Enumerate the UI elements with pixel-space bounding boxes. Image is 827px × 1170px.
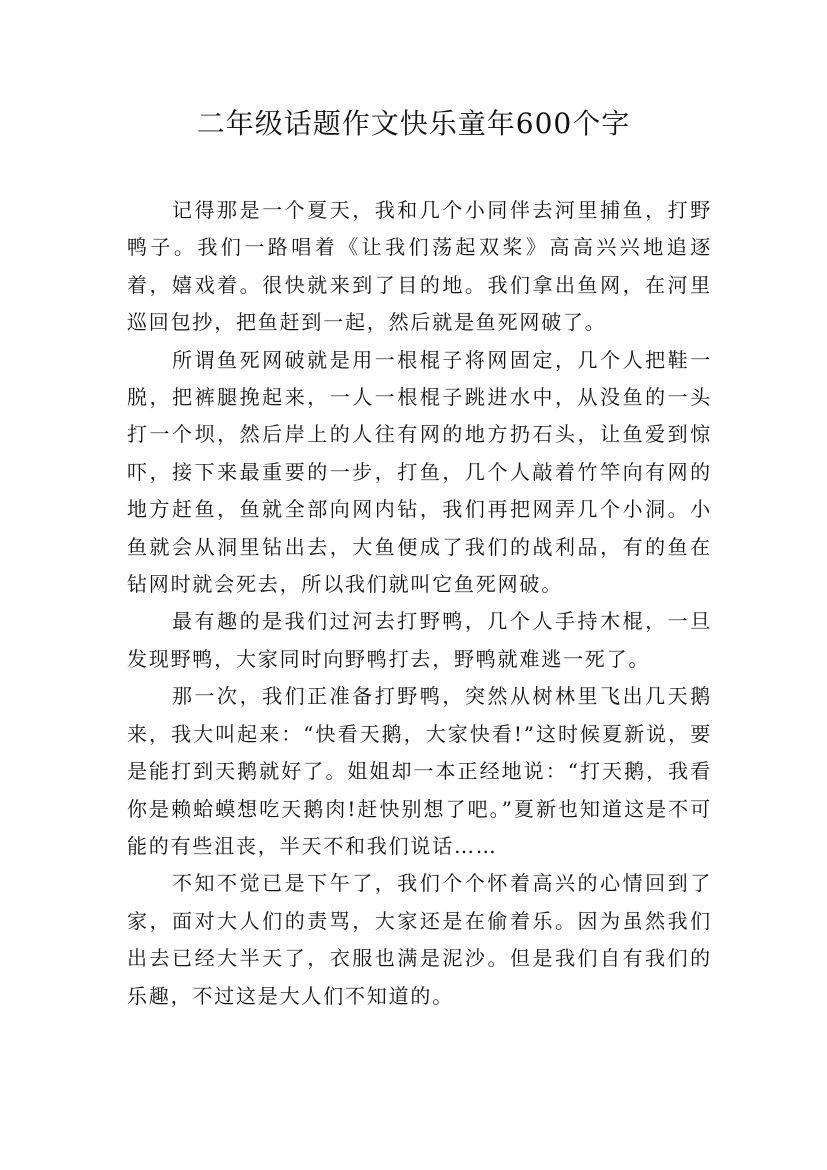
paragraph-2: 所谓鱼死网破就是用一根棍子将网固定，几个人把鞋一脱，把裤腿挽起来，一人一根棍子跳进水中，从没鱼的一头打一个坝，然后岸上的人往有网的地方扔石头，让鱼爱到惊吓，接下来最重要的一步，打鱼，几个人敲着竹竿向有网的地方赶鱼，鱼就全部向网内钻，我们再把网弄几个小洞。小鱼就会从洞里钻出去，大鱼便成了我们的战利品，有的鱼在钻网时就会死去，所以我们就叫它鱼死网破。: [127, 347, 712, 597]
paragraph-1: 记得那是一个夏天，我和几个小同伴去河里捕鱼，打野鸭子。我们一路唱着《让我们荡起双桨》高高兴兴地追逐着，嬉戏着。很快就来到了目的地。我们拿出鱼网，在河里巡回包抄，把鱼赶到一起，然后就是鱼死网破了。: [127, 198, 712, 335]
document-body: [127, 192, 712, 1015]
document-title: 二年级话题作文快乐童年600个字: [196, 107, 631, 140]
paragraph-3: 最有趣的是我们过河去打野鸭，几个人手持木棍，一旦发现野鸭，大家同时向野鸭打去，野鸭就难逃一死了。: [127, 609, 712, 671]
paragraph-4: 那一次，我们正准备打野鸭，突然从树林里飞出几天鹅来，我大叫起来：“快看天鹅，大家快看!”这时候夏新说，要是能打到天鹅就好了。姐姐却一本正经地说：“打天鹅，我看你是赖蛤蟆想吃天鹅肉!赶快别想了吧。”夏新也知道这是不可能的有些沮丧，半天不和我们说话……: [127, 684, 712, 858]
paragraph-5: 不知不觉已是下午了，我们个个怀着高兴的心情回到了家，面对大人们的责骂，大家还是在偷着乐。因为虽然我们出去已经大半天了，衣服也满是泥沙。但是我们自有我们的乐趣，不过这是大人们不知道的。: [127, 871, 712, 1008]
